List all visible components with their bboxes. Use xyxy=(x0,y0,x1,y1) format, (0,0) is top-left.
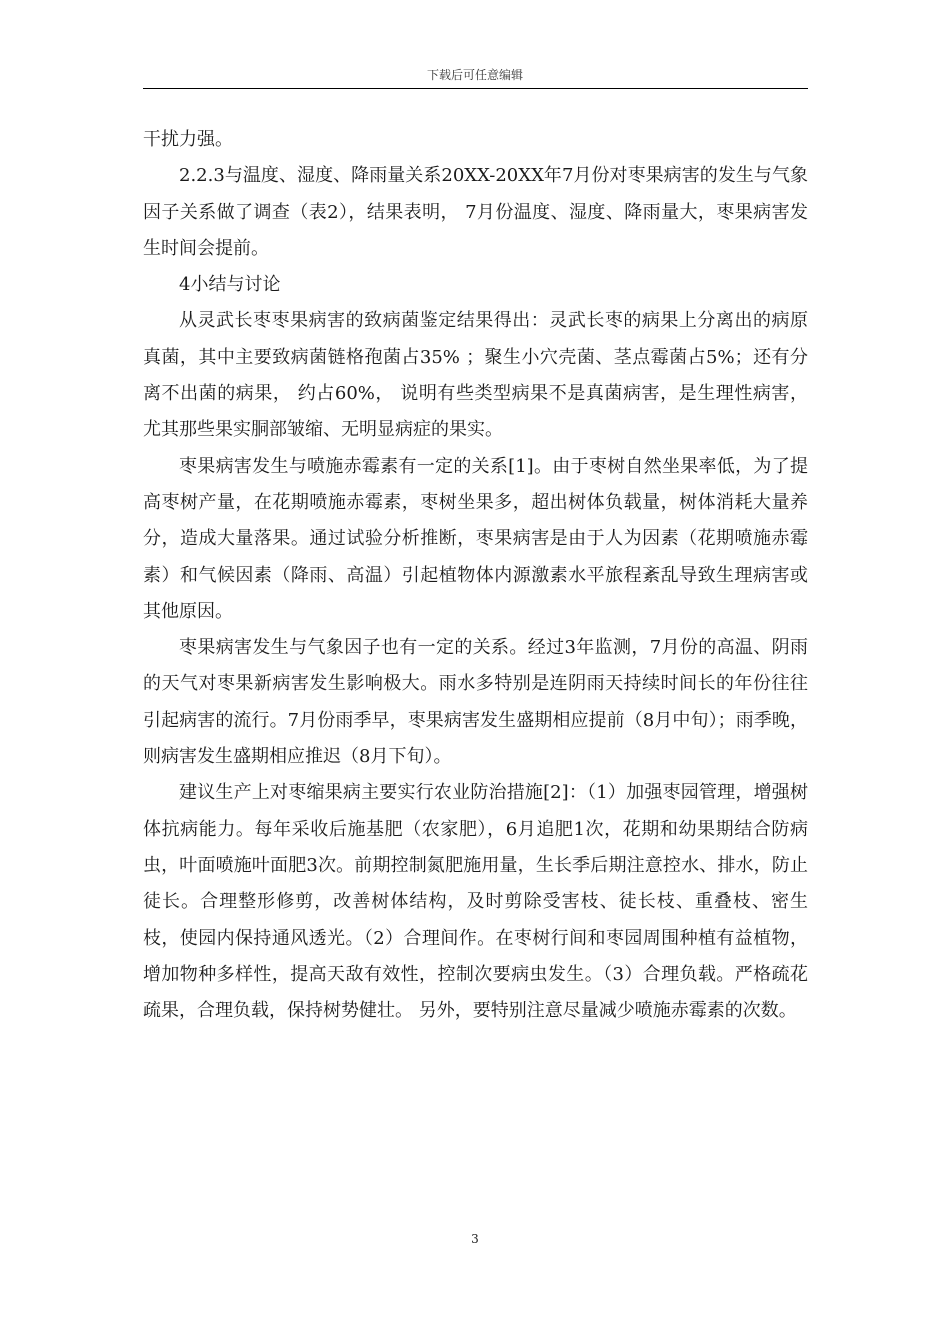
paragraph-section-2-2-3: 2.2.3与温度、湿度、降雨量关系20XX-20XX年7月份对枣果病害的发生与气象因子关系做了调查（表2），结果表明， 7月份温度、湿度、降雨量大，枣果病害发生时间会提前。 xyxy=(143,165,808,259)
paragraph-gibberellin: 枣果病害发生与喷施赤霉素有一定的关系[1]。由于枣树自然坐果率低，为了提高枣树产量，在花期喷施赤霉素，枣树坐果多，超出树体负载量，树体消耗大量养分，造成大量落果。通过试验分析推断，枣果病害是由于人为因素（花期喷施赤霉素）和气候因素（降雨、高温）引起植物体内源激素水平旅程紊乱导致生理病害或其他原因。 xyxy=(143,455,808,622)
page-number: 3 xyxy=(471,1232,479,1246)
paragraph-pathogen-results: 从灵武长枣枣果病害的致病菌鉴定结果得出：灵武长枣的病果上分离出的病原真菌，其中主要致病菌链格孢菌占35% ；聚生小穴壳菌、茎点霉菌占5%；还有分离不出菌的病果， 约占60%， 说明有些类型病果不是真菌病害，是生理性病害， 尤其那些果实胴部皱缩、无明显病症的果实。 xyxy=(143,310,808,441)
paragraph-continuation: 干扰力强。 xyxy=(143,129,233,150)
header-divider xyxy=(143,88,808,89)
paragraph-weather-factors: 枣果病害发生与气象因子也有一定的关系。经过3年监测，7月份的高温、阴雨的天气对枣果新病害发生影响极大。雨水多特别是连阴雨天持续时间长的年份往往引起病害的流行。7月份雨季早，枣果病害发生盛期相应提前（8月中旬）；雨季晚，则病害发生盛期相应推迟（8月下旬）。 xyxy=(143,637,808,768)
section-heading-summary: 4小结与讨论 xyxy=(179,274,281,296)
paragraph-control-measures: 建议生产上对枣缩果病主要实行农业防治措施[2]：（1）加强枣园管理，增强树体抗病能力。每年采收后施基肥（农家肥），6月追肥1次，花期和幼果期结合防病虫，叶面喷施叶面肥3次。前期控制氮肥施用量，生长季后期注意控水、排水，防止徒长。合理整形修剪，改善树体结构，及时剪除受害枝、徒长枝、重叠枝、密生枝，使园内保持通风透光。（2）合理间作。在枣树行间和枣园周围种植有益植物，增加物种多样性，提高天敌有效性，控制次要病虫发生。（3）合理负载。严格疏花疏果，合理负载，保持树势健壮。 另外，要特别注意尽量减少喷施赤霉素的次数。 xyxy=(143,782,808,1022)
document-body xyxy=(143,122,808,1029)
page-header: 下载后可任意编辑 xyxy=(426,68,523,82)
